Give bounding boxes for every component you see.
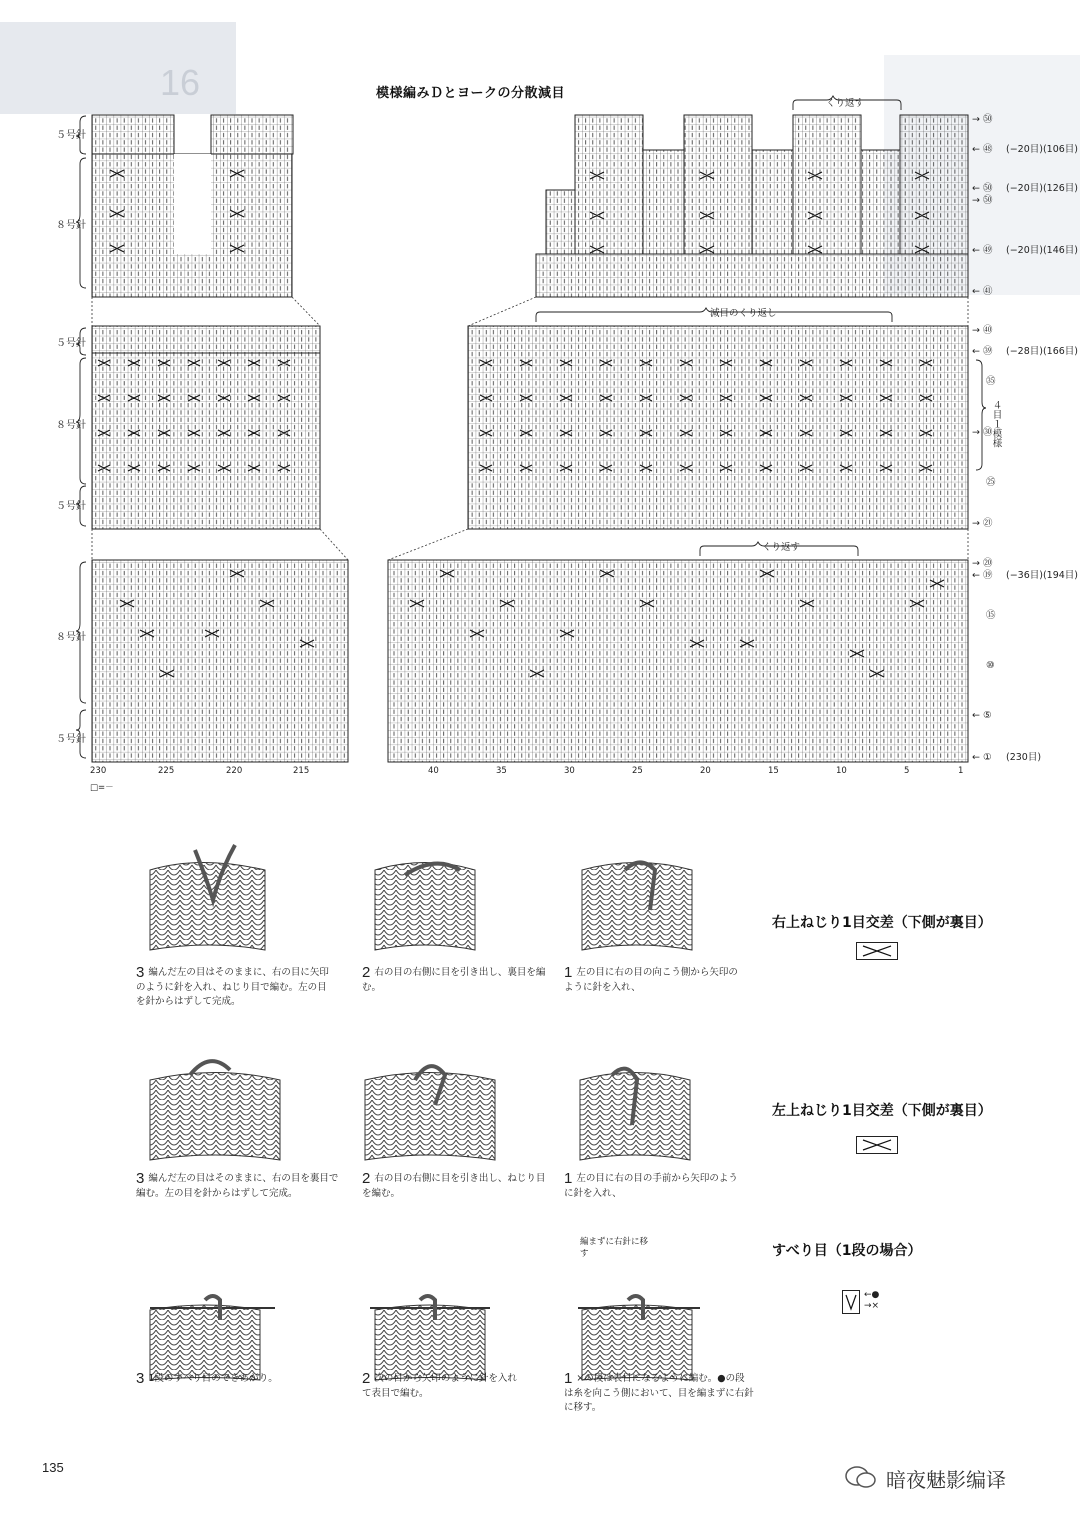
chart-bottom-right — [388, 560, 968, 762]
col-label: 40 — [428, 766, 439, 776]
col-label: 225 — [158, 766, 175, 776]
col-label: 15 — [768, 766, 779, 776]
step-caption: 3 編んだ左の目はそのままに、右の目に矢印のように針を入れ、ねじり目で編む。左の目を針からはずして完成。 — [136, 964, 329, 1007]
needle-label-5: ５号針 — [56, 130, 86, 141]
col-label: 25 — [632, 766, 643, 776]
row-note: (−20目)(106目) — [1006, 144, 1079, 155]
slip-stitch-legend: ←● →× — [864, 1290, 880, 1311]
section-number: 16 — [160, 62, 201, 103]
row-label: ← ⑤ — [972, 710, 992, 721]
repeat-label: くり返す — [826, 98, 865, 109]
step-caption: 2 右の目の右側に目を引き出し、裏目を編む。 — [362, 964, 546, 993]
needle-label-5: ５号針 — [56, 338, 86, 349]
repeat-label: くり返す — [762, 542, 801, 553]
swatch-illustration — [365, 1066, 495, 1160]
col-label: 10 — [836, 766, 847, 776]
side-note: ４目１模様 — [990, 400, 1002, 448]
col-label: 20 — [700, 766, 711, 776]
technique-title: 左上ねじり1目交差（下側が裏目） — [772, 1103, 992, 1119]
chart-top-right — [536, 115, 968, 297]
needle-label-8: ８号針 — [56, 420, 86, 431]
watermark-text: 暗夜魅影编译 — [886, 1468, 1006, 1492]
row-note: (−20目)(146目) — [1006, 245, 1079, 256]
col-label: 35 — [496, 766, 507, 776]
swatch-illustration — [150, 1296, 275, 1380]
chart-top-left — [92, 115, 293, 297]
needle-label-5: ５号針 — [56, 501, 86, 512]
row-note: (230目) — [1006, 752, 1042, 763]
row-label: ⑮ — [986, 610, 996, 621]
chart-title: 模様編みＤとヨークの分散減目 — [376, 86, 566, 101]
row-label: ← ㊾ — [972, 245, 993, 256]
step-caption: 3 編んだ左の目はそのままに、右の目を裏目で編む。左の目を針からはずして完成。 — [136, 1170, 339, 1199]
row-label: → ㊿ — [972, 114, 993, 125]
swatch-illustration — [150, 1061, 280, 1160]
row-label: → ⑳ — [972, 558, 993, 569]
column-labels — [90, 766, 963, 776]
row-label: ← ㊽ — [972, 144, 993, 155]
swatch-illustration — [578, 1296, 700, 1380]
row-label: → ㉚ — [972, 427, 993, 438]
swatch-illustration — [150, 845, 265, 950]
needle-label-8: ８号針 — [56, 220, 86, 231]
needle-label-5: ５号針 — [56, 734, 86, 745]
page-number: 135 — [42, 1460, 64, 1475]
row-label: ← ㊶ — [972, 286, 993, 297]
technique-title: すべり目（1段の場合） — [772, 1243, 922, 1259]
row-label: → ㊿ — [972, 195, 993, 206]
step-caption: 1 左の目に右の目の手前から矢印のように針を入れ、 — [564, 1170, 738, 1199]
decrease-repeat-label: 減目のくり返し — [710, 308, 777, 319]
row-label: ← ㊿ — [972, 183, 993, 194]
row-label: ← ㊴ — [972, 346, 993, 357]
row-label: ㉕ — [986, 477, 996, 488]
row-label: → ㉑ — [972, 518, 993, 529]
cross-symbol-icon — [856, 942, 898, 960]
swatch-illustration — [375, 863, 475, 951]
row-note: (−28目)(166目) — [1006, 346, 1079, 357]
swatch-illustration — [582, 863, 692, 951]
chart-bottom-left — [92, 560, 348, 762]
col-label: 215 — [293, 766, 310, 776]
slip-note: 編まずに右針に移す — [580, 1237, 649, 1259]
swatch-illustration — [370, 1296, 490, 1380]
row-label: ← ① — [972, 752, 992, 763]
col-label: 1 — [958, 766, 964, 776]
row-labels — [972, 114, 1078, 763]
col-label: 5 — [904, 766, 910, 776]
chart-middle-left — [92, 326, 320, 529]
col-label: 230 — [90, 766, 107, 776]
step-caption: 1 左の目に右の目の向こう側から矢印のように針を入れ、 — [564, 964, 738, 993]
row-label: → ㊵ — [972, 325, 993, 336]
row-label: ⑩ — [986, 660, 995, 671]
needle-label-8: ８号針 — [56, 632, 86, 643]
step-caption: 1 ×の段は表目になるように編む。●の段は糸を向こう側において、目を編まずに右針に移す。 — [564, 1370, 754, 1413]
slip-stitch-symbol-icon — [842, 1290, 860, 1314]
cross-symbol-icon — [856, 1136, 898, 1154]
row-label: ← ⑲ — [972, 570, 993, 581]
step-caption: 2 次の目から矢印のように針を入れて表目で編む。 — [362, 1370, 517, 1399]
step-caption: 2 右の目の右側に目を引き出し、ねじり目を編む。 — [362, 1170, 546, 1199]
wechat-icon — [844, 1465, 878, 1489]
row-label: ㉟ — [986, 376, 996, 387]
swatch-illustration — [580, 1069, 690, 1160]
row-note: (−36目)(194目) — [1006, 570, 1079, 581]
col-label: 220 — [226, 766, 243, 776]
row-note: (−20目)(126目) — [1006, 183, 1079, 194]
col-label: 30 — [564, 766, 575, 776]
chart-middle-right — [468, 326, 968, 529]
step-caption: 3 1段のすべり目のできあがり。 — [136, 1370, 278, 1387]
chart-legend: □=－ — [90, 783, 114, 793]
technique-title: 右上ねじり1目交差（下側が裏目） — [772, 915, 992, 931]
